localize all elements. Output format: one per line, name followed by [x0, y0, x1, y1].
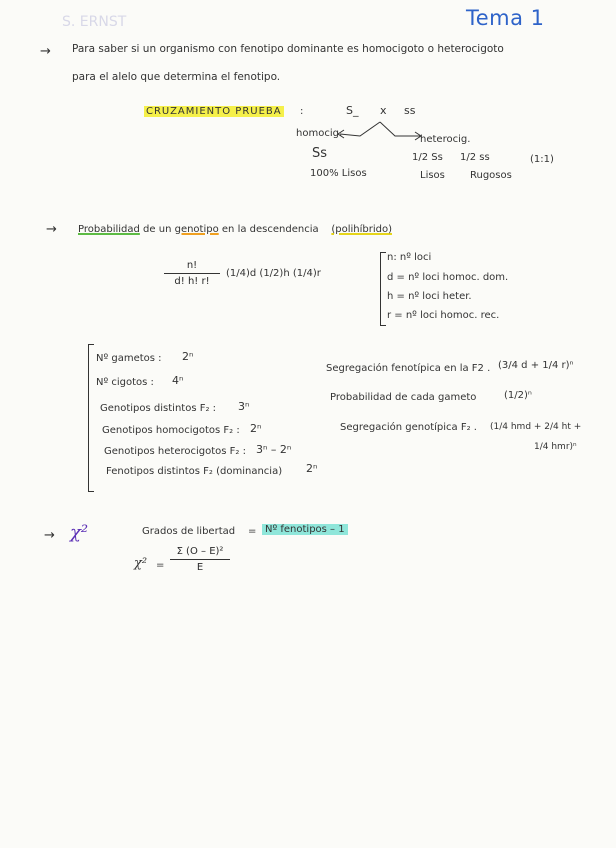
chi-square-fraction [170, 546, 230, 573]
chi-square-symbol: χ² [70, 522, 89, 543]
segregacion-genotipica-label: Segregación genotípica F₂ . [340, 422, 477, 433]
probabilidad-gameto-value: (1/2)ⁿ [504, 390, 532, 401]
fraction-denominator: d! h! r! [174, 276, 210, 287]
colon: : [300, 106, 304, 117]
legend-r: r = nº loci homoc. rec. [387, 310, 500, 321]
formulas-bracket [88, 344, 94, 492]
legend-n: n: nº loci [387, 252, 432, 263]
right-phenotype-1: Lisos [420, 170, 445, 181]
heading-word-descendencia: en la descendencia [221, 224, 319, 235]
cross-symbol: x [380, 104, 387, 117]
highlighted-term: CRUZAMIENTO PRUEBA [146, 106, 282, 117]
chi-numerator: Σ (O – E)² [176, 546, 224, 557]
genotipos-heterocigotos-label: Genotipos heterocigotos F₂ : [104, 446, 246, 457]
genotipos-distintos-label: Genotipos distintos F₂ : [100, 403, 217, 414]
heading-word-genotipo: genotipo [174, 224, 219, 235]
chi-square-lhs: χ² [134, 556, 148, 571]
chi-denominator: E [196, 562, 204, 573]
cigotos-value: 4ⁿ [172, 374, 184, 387]
grados-libertad-value [262, 524, 348, 535]
left-phenotype: 100% Lisos [310, 168, 367, 179]
fenotipos-distintos-label: Fenotipos distintos F₂ (dominancia) [106, 466, 283, 477]
right-genotype-1: 1/2 Ss [412, 152, 443, 163]
grados-libertad-equals: = [248, 526, 257, 537]
page-title: Tema 1 [466, 6, 545, 30]
ratio: (1:1) [530, 154, 554, 165]
arrow-icon: → [46, 222, 57, 237]
homocigoto-label: homocig. [296, 128, 343, 139]
probability-terms: (1/4)d (1/2)h (1/4)r [226, 268, 321, 279]
segregacion-fenotipica-label: Segregación fenotípica en la F2 . [326, 363, 491, 374]
left-genotype: Ss [312, 146, 328, 161]
legend-d: d = nº loci homoc. dom. [387, 272, 509, 283]
right-phenotype-2: Rugosos [470, 170, 512, 181]
heading-word-probabilidad: Probabilidad [78, 224, 140, 235]
grados-libertad-label: Grados de libertad [142, 526, 236, 537]
section1-line1: Para saber si un organismo con fenotipo dominante es homocigoto o heterocigoto [72, 43, 504, 55]
parent1: S_ [346, 104, 359, 117]
legend-h: h = nº loci heter. [387, 291, 472, 302]
segregacion-fenotipica-value: (3/4 d + 1/4 r)ⁿ [498, 360, 574, 371]
fraction-bar [170, 559, 230, 560]
parent2: ss [404, 104, 416, 117]
section1-line2: para el alelo que determina el fenotipo. [72, 71, 281, 83]
cigotos-label: Nº cigotos : [96, 377, 154, 388]
heading-word-de-un: de un [143, 224, 172, 235]
right-genotype-2: 1/2 ss [460, 152, 490, 163]
probabilidad-gameto-label: Probabilidad de cada gameto [330, 392, 477, 403]
segregacion-genotipica-value-cont: 1/4 hmr)ⁿ [534, 442, 577, 452]
arrow-icon: → [44, 528, 55, 543]
fraction-bar [164, 273, 220, 274]
fenotipos-distintos-value: 2ⁿ [306, 462, 318, 475]
genotipos-heterocigotos-value: 3ⁿ – 2ⁿ [256, 443, 292, 456]
genotipos-homocigotos-value: 2ⁿ [250, 422, 262, 435]
gametos-label: Nº gametos : [96, 353, 162, 364]
chi-square-equals: = [156, 560, 165, 571]
genotipos-distintos-value: 3ⁿ [238, 400, 250, 413]
legend-bracket [380, 252, 386, 326]
genotipos-homocigotos-label: Genotipos homocigotos F₂ : [102, 425, 240, 436]
cruzamiento-prueba-label [144, 106, 284, 117]
section2-heading [78, 224, 392, 235]
highlighted-term: Nº fenotipos – 1 [262, 524, 348, 535]
heterocigoto-label: heterocig. [420, 134, 471, 145]
segregacion-genotipica-value: (1/4 hmd + 2/4 ht + [490, 422, 582, 432]
gametos-value: 2ⁿ [182, 350, 194, 363]
factorial-fraction [164, 260, 220, 287]
heading-word-polihibrido: (polihíbrido) [331, 224, 392, 235]
arrow-icon: → [40, 44, 51, 59]
fraction-numerator: n! [186, 260, 198, 271]
bleed-through-heading: S. ERNST [62, 14, 127, 30]
